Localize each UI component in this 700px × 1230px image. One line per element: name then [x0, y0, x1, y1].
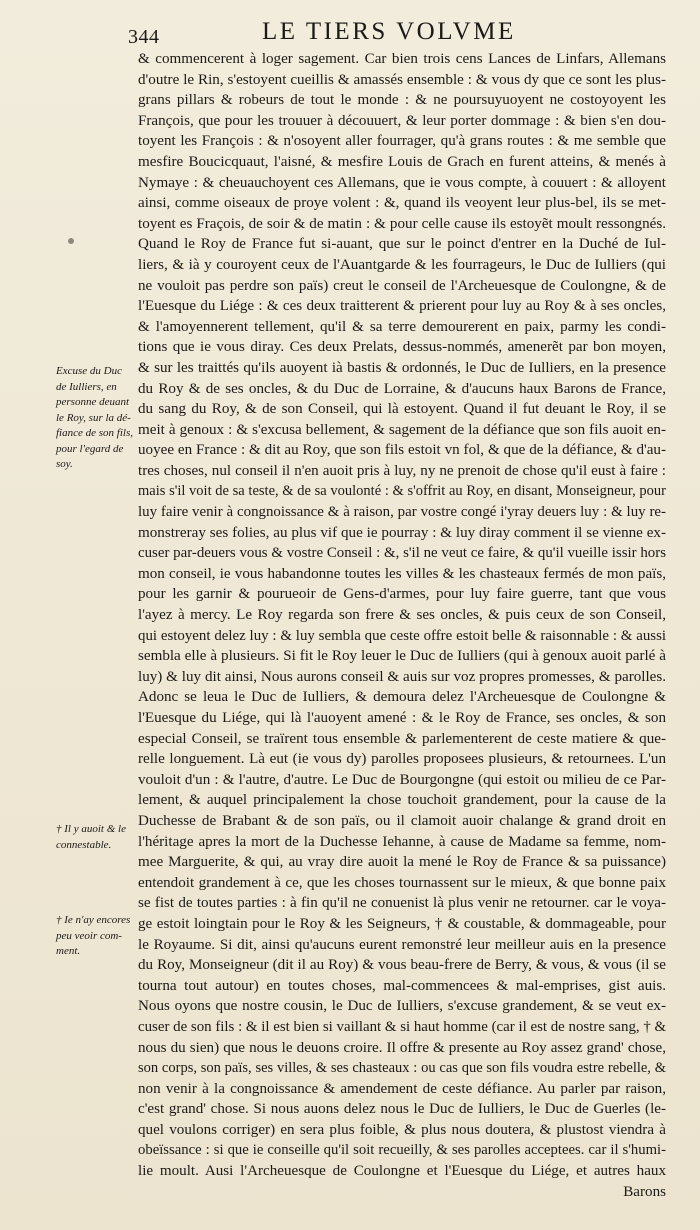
text-line: lement, & auquel principalement la chose touchoit grandement, pour la cause de la	[138, 792, 666, 809]
text-line: quel voulons corriger) en sera plus foible, & plus nous doutera, & plustost viendra à	[138, 1121, 666, 1138]
text-line: qui estoyent delez luy : & luy sembla que ceste offre estoit belle & raisonnable : & aussi	[138, 627, 666, 644]
text-line: l'ayez à mercy. Le Roy regarda son frere & ses oncles, & puis ceux de son Conseil,	[138, 607, 666, 624]
text-line: ne vouloit pas perdre son païs) creut le conseil de l'Archeuesque de Coulongne, & de	[138, 277, 666, 294]
margin-note-line: Excuse du Duc	[56, 365, 122, 377]
margin-note-line: de Iulliers, en	[56, 380, 117, 393]
margin-note-line: connestable.	[56, 838, 112, 851]
body-text	[138, 49, 666, 1202]
text-line: tions que ie vous diray. Ces deux Prelats, dessus-nommés, amenerẽt par bon moyen,	[138, 339, 666, 356]
text-line: tourna tout autour) en toutes choses, mal-commencees & mal-emprises, gist auis.	[138, 977, 666, 994]
text-line: l'héritage apres la mort de la Duchesse Iehanne, à cause de Madame sa femme, nom-	[138, 833, 666, 850]
text-line: se fist de toutes parties : à fin qu'il ne conuenist là plus venir ne retourner. car le voya-	[138, 895, 666, 912]
text-line: toyent es Fraçois, de soir & de matin : & pour celle cause ils estoyẽt moult ressongnés.	[138, 215, 666, 232]
text-line: luy faire venir à congnoissance & à raison, par vostre congé i'yray deuers luy : & luy re-	[138, 504, 666, 521]
text-line: meit à genoux : & s'excusa bellement, & sagement de la défiance que son fils auoit en-	[138, 421, 666, 438]
text-line: obeïssance : si que ie conseille qu'il soit recueilly, & ses parolles acceptees. car il s'humi-	[138, 1142, 666, 1159]
text-line: entendoit grandement à ce, que les choses tournassent sur le mieux, & que bonne paix	[138, 874, 666, 891]
text-line: pour les garnir & pourueoir de Gens-d'armes, pour luy faire guerre, tant que vous	[138, 586, 666, 603]
text-line: Adonc se leua le Duc de Iulliers, & demoura delez l'Archeuesque de Coulongne &	[138, 689, 666, 706]
text-line: mee Marguerite, & qui, au vray dire auoit la mené le Roy de France & sa puissance)	[138, 854, 666, 871]
text-line: cuser de son fils : & il est bien si vaillant & si haut homme (car il est de nostre sang, † &	[138, 1018, 666, 1035]
text-line: François, que pour les trouuer à découuert, & leur porter dommage : & bien s'en dou-	[138, 112, 666, 129]
text-line: mesfire Boucicquaut, l'aisné, & mesfire Louis de Grach en furent atteins, & menés à	[138, 153, 666, 170]
margin-note-excuse	[56, 364, 138, 473]
text-line: & sur les traittés qu'ils auoyent ià bastis & ordonnés, le Duc de Iulliers, en la presence	[138, 359, 666, 376]
text-line: du sang du Roy, & de son Conseil, qui là estoyent. Quand il fut deuant le Roy, il se	[138, 401, 666, 418]
text-line: grans pillars & robeurs de tout le monde : & ne poursuyuoyent ne costoyoyent les	[138, 92, 666, 109]
text-line: monstreray ses folies, au plus vif que ie pourray : & luy diray comment il se vienne ex-	[138, 524, 666, 541]
text-line: relle longuement. Là eut (ie vous dy) parolles proposees plusieurs, & retournees. L'un	[138, 751, 666, 768]
text-line: tres choses, nul conseil il n'en auoit pris à luy, ny ne prenoit de chose qu'il eust à faire :	[138, 462, 666, 479]
text-line: mais s'il voit de sa teste, & de sa voulonté : & s'offrit au Roy, en disant, Monseigneur, pour	[138, 483, 666, 500]
text-line: & l'amoyennerent tellement, qu'il & sa terre demourerent en paix, parmy les condi-	[138, 318, 666, 335]
text-line: toyent les François : & n'osoyent aller fourrager, qu'à grans routes : & me semble que	[138, 133, 666, 150]
text-line: son corps, son païs, ses villes, & ses chasteaux : ou cas que son fils voudra estre rebelle, &	[138, 1060, 666, 1077]
margin-note-line: ment.	[56, 945, 81, 957]
text-line: Nous oyons que nostre cousin, le Duc de Iulliers, s'excuse grandement, & se veut ex-	[138, 998, 666, 1015]
text-line: cuser par-deuers vous & vostre Conseil : &, s'il ne veut ce faire, & qu'il vueille issir hors	[138, 545, 666, 562]
text-line: nous du sien) que nous le deuons croire. Il offre & presente au Roy assez grand' chose,	[138, 1039, 666, 1056]
margin-note-line: † Ie n'ay encores	[56, 914, 131, 926]
margin-ornament-dot	[68, 238, 74, 244]
margin-note-line: le Roy, sur la dé-	[56, 411, 131, 424]
text-line: & commencerent à loger sagement. Car bien trois cens Lances de Linfars, Allemans	[138, 51, 666, 67]
margin-note-line: pour l'egard de	[56, 442, 124, 455]
running-head: LE TIERS VOLVME	[262, 18, 516, 45]
text-line: d'outre le Rin, s'estoyent cueillis & amassés ensemble : & vous dy que ce sont les plus-	[138, 71, 666, 88]
page-number: 344	[128, 26, 160, 48]
text-line: c'est grand' chose. Si nous auons delez nous le Duc de Iulliers, le Duc de Guerles (le-	[138, 1101, 666, 1118]
text-line: du Roy, Monseigneur (dit il au Roy) & vous beau-frere de Berry, & vous, & vous (il se	[138, 957, 666, 974]
text-line: du Roy & de ses oncles, & du Duc de Lorraine, & d'aucuns haux Barons de France,	[138, 380, 666, 397]
margin-note-conestable	[56, 822, 138, 853]
margin-note-line: soy.	[56, 458, 73, 470]
text-line: non venir à la congnoissance & amendement de ceste défiance. Au parler par raison,	[138, 1080, 666, 1097]
text-line: liers, & ià y couroyent ceux de l'Auantgarde & les fourrageurs, le Duc de Iulliers (qui	[138, 256, 666, 273]
margin-note-line: † Il y auoit & le	[56, 823, 126, 835]
text-line: ge estoit loingtain pour le Roy & les Seigneurs, † & coustable, & dommageable, pour	[138, 915, 666, 932]
margin-note-comment	[56, 913, 138, 960]
text-line: Quand le Roy de France fut si-auant, que sur le poinct d'entrer en la Duché de Iul-	[138, 236, 666, 253]
text-line: ainsi, comme oiseaux de proye volent : &, quand ils veoyent leur plus-bel, ils se met-	[138, 195, 666, 212]
margin-note-line: peu veoir com-	[56, 929, 122, 942]
text-line: le Royaume. Si dit, ainsi qu'aucuns eurent remonstré leur meilleur auis en la presence	[138, 936, 666, 953]
margin-note-line: personne deuant	[56, 396, 130, 408]
text-line: sembla elle à plusieurs. Si fit le Roy leuer le Duc de Iulliers (qui à genoux auoit parlé à	[138, 648, 666, 665]
text-line: Duchesse de Brabant & de son païs, ou il clamoit auoir chalange & grand droit en	[138, 812, 666, 829]
margin-note-line: fiance de son fils,	[56, 427, 133, 439]
text-line: lie moult. Ausi l'Archeuesque de Coulongne et l'Euesque du Liége, et autres haux	[138, 1163, 666, 1180]
text-line: luy) & luy dit ainsi, Nous aurons conseil & auis sur voz propres promesses, & parolles.	[138, 668, 666, 685]
text-line: Nymaye : & cheuauchoyent ces Allemans, que ie vous compte, à couuert : & alloyent	[138, 174, 666, 191]
text-line: mon conseil, ie vous habandonne toutes les villes & les chasteaux fermés de mon païs,	[138, 565, 666, 582]
text-line: especial Conseil, se traïrent tous ensemble & parlementerent de ceste matiere & que-	[138, 730, 666, 747]
text-line: vouloit d'un : & l'autre, d'autre. Le Duc de Bourgongne (qui estoit ou milieu de ce Par-	[138, 771, 666, 788]
text-line: l'Euesque du Liége : & ces deux traitterent & prierent pour luy au Roy & à ses oncles,	[138, 298, 666, 315]
text-line: uoyee en France : & dit au Roy, que son fils estoit vn fol, & que de la défiance, & d'au-	[138, 442, 666, 459]
text-line: l'Euesque du Liége, qui là l'auoyent amené : & le Roy de France, ses oncles, & son	[138, 710, 666, 726]
text-line: Barons	[623, 1183, 666, 1200]
